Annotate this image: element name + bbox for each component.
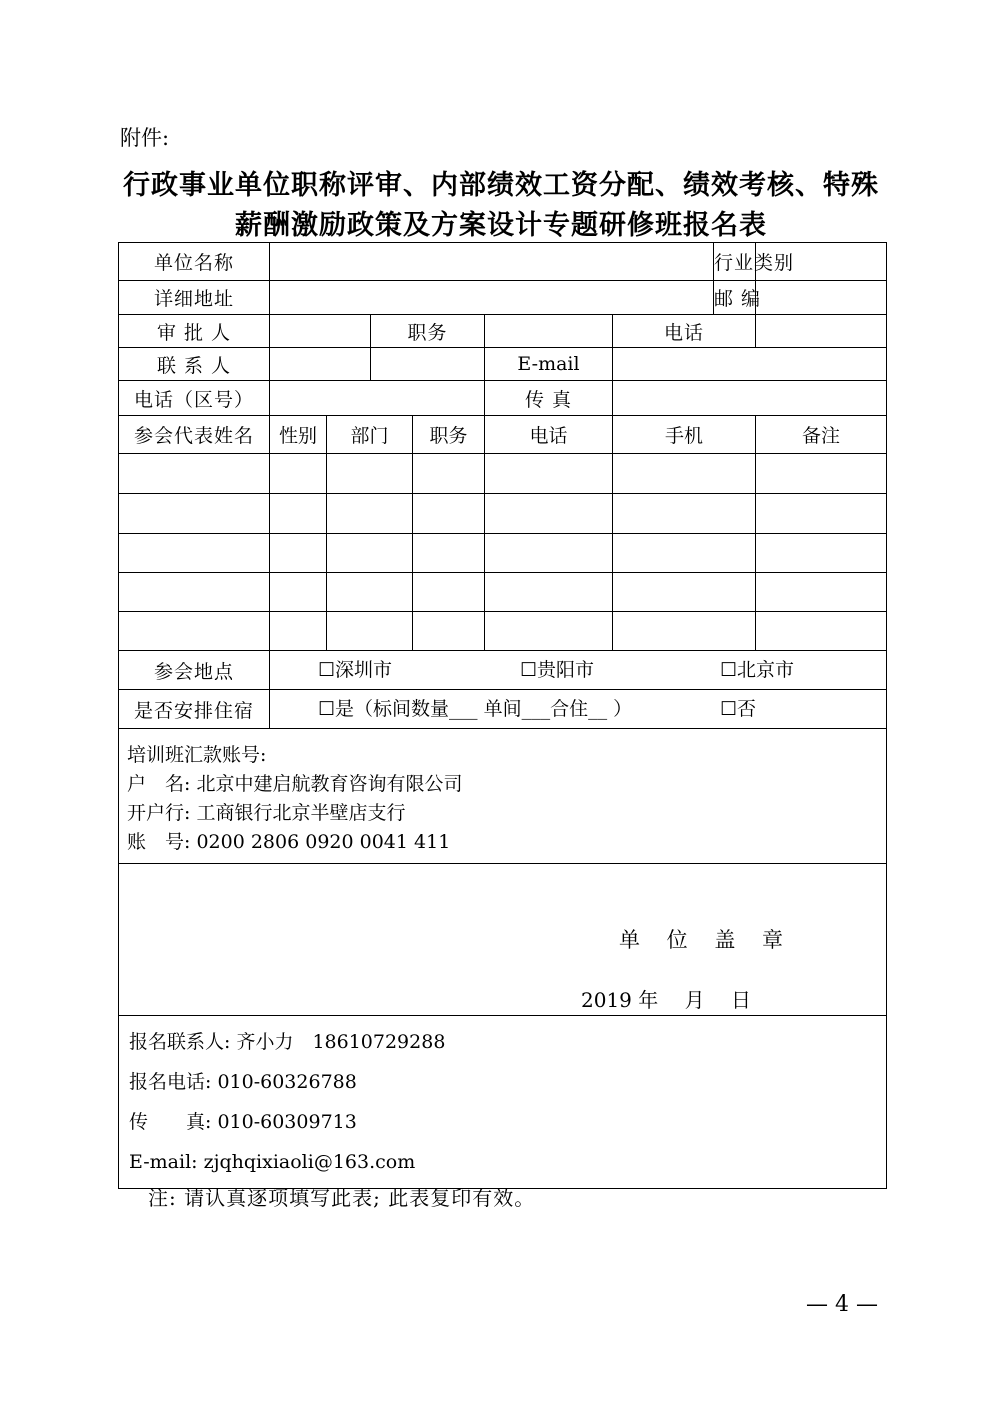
attendee-name-header: 参会代表姓名 [119,416,270,454]
contact-field-2[interactable] [371,348,485,381]
fax-field[interactable] [613,381,887,416]
phone-area-field[interactable] [270,381,485,416]
title-header: 职务 [413,416,485,454]
stamp-area[interactable] [119,864,887,1016]
gender-cell[interactable] [270,573,327,612]
title-cell[interactable] [413,573,485,612]
account-title: 培训班汇款账号: [127,744,267,766]
contact-label: 联 系 人 [119,348,270,381]
contact-field[interactable] [270,348,371,381]
table-row [119,573,887,612]
department-cell[interactable] [327,494,413,534]
remark-cell[interactable] [756,612,887,651]
gender-cell[interactable] [270,534,327,573]
mobile-cell[interactable] [613,494,756,534]
stamp-date: 2019 年 月 日 [581,988,751,1012]
table-row [119,534,887,573]
approver-field[interactable] [270,315,371,348]
unit-name-field[interactable] [270,243,714,281]
venue-option-guiyang[interactable]: ☐贵阳市 [520,659,595,681]
tel-header: 电话 [485,416,613,454]
title-cell[interactable] [413,494,485,534]
title-cell[interactable] [413,454,485,494]
attendee-name-cell[interactable] [119,454,270,494]
department-cell[interactable] [327,612,413,651]
address-field[interactable] [270,281,714,315]
postcode-field[interactable] [756,281,887,315]
venue-option-shenzhen[interactable]: ☐深圳市 [318,659,393,681]
department-cell[interactable] [327,454,413,494]
lodging-option-no[interactable]: ☐否 [720,698,757,720]
remark-cell[interactable] [756,494,887,534]
fax-label: 传 真 [485,381,613,416]
venue-label: 参会地点 [119,651,270,690]
mobile-cell[interactable] [613,612,756,651]
account-number: 账 号: 0200 2806 0920 0041 411 [127,831,451,853]
department-cell[interactable] [327,534,413,573]
attendee-name-cell[interactable] [119,612,270,651]
postcode-label: 邮 编 [714,281,756,315]
department-header: 部门 [327,416,413,454]
industry-label: 行业类别 [714,243,756,281]
phone-field[interactable] [756,315,887,348]
account-info [119,729,887,864]
mobile-cell[interactable] [613,534,756,573]
mobile-header: 手机 [613,416,756,454]
gender-header: 性别 [270,416,327,454]
stamp-label: 单 位 盖 章 [619,928,794,952]
form-title-line1: 行政事业单位职称评审、内部绩效工资分配、绩效考核、特殊 [123,170,879,201]
page-number: — 4 — [806,1292,878,1317]
email-label: E-mail [485,348,613,381]
title-cell[interactable] [413,534,485,573]
contact-info [119,1016,887,1189]
tel-cell[interactable] [485,612,613,651]
unit-name-label: 单位名称 [119,243,270,281]
attendee-header-row [119,416,887,454]
gender-cell[interactable] [270,494,327,534]
email-field[interactable] [613,348,887,381]
phone-area-label: 电话（区号） [119,381,270,416]
contact-phone: 报名电话: 010-60326788 [129,1071,357,1093]
remark-cell[interactable] [756,534,887,573]
department-cell[interactable] [327,573,413,612]
remark-cell[interactable] [756,573,887,612]
remark-header: 备注 [756,416,887,454]
form-title-line2: 薪酬激励政策及方案设计专题研修班报名表 [235,210,767,241]
remark-cell[interactable] [756,454,887,494]
attendee-name-cell[interactable] [119,573,270,612]
attendee-name-cell[interactable] [119,494,270,534]
attachment-label: 附件: [120,126,170,150]
tel-cell[interactable] [485,573,613,612]
tel-cell[interactable] [485,534,613,573]
phone-label: 电话 [613,315,756,348]
registration-form [118,242,887,1189]
account-bank: 开户行: 工商银行北京半壁店支行 [127,802,406,824]
account-name: 户 名: 北京中建启航教育咨询有限公司 [127,773,463,795]
position-label: 职务 [371,315,485,348]
lodging-options [270,690,887,729]
lodging-option-yes[interactable]: ☐是（标间数量___ 单间___合住__ ） [318,698,633,720]
contact-fax: 传 真: 010-60309713 [129,1111,357,1133]
tel-cell[interactable] [485,494,613,534]
lodging-label: 是否安排住宿 [119,690,270,729]
contact-email: E-mail: zjqhqixiaoli@163.com [129,1151,416,1173]
venue-option-beijing[interactable]: ☐北京市 [720,659,795,681]
table-row [119,454,887,494]
table-row [119,494,887,534]
attendee-name-cell[interactable] [119,534,270,573]
address-label: 详细地址 [119,281,270,315]
contact-person: 报名联系人: 齐小力 18610729288 [129,1031,446,1053]
mobile-cell[interactable] [613,573,756,612]
venue-options [270,651,887,690]
mobile-cell[interactable] [613,454,756,494]
gender-cell[interactable] [270,454,327,494]
table-row [119,612,887,651]
gender-cell[interactable] [270,612,327,651]
approver-label: 审 批 人 [119,315,270,348]
title-cell[interactable] [413,612,485,651]
position-field[interactable] [485,315,613,348]
tel-cell[interactable] [485,454,613,494]
footnote: 注: 请认真逐项填写此表; 此表复印有效。 [148,1186,536,1210]
